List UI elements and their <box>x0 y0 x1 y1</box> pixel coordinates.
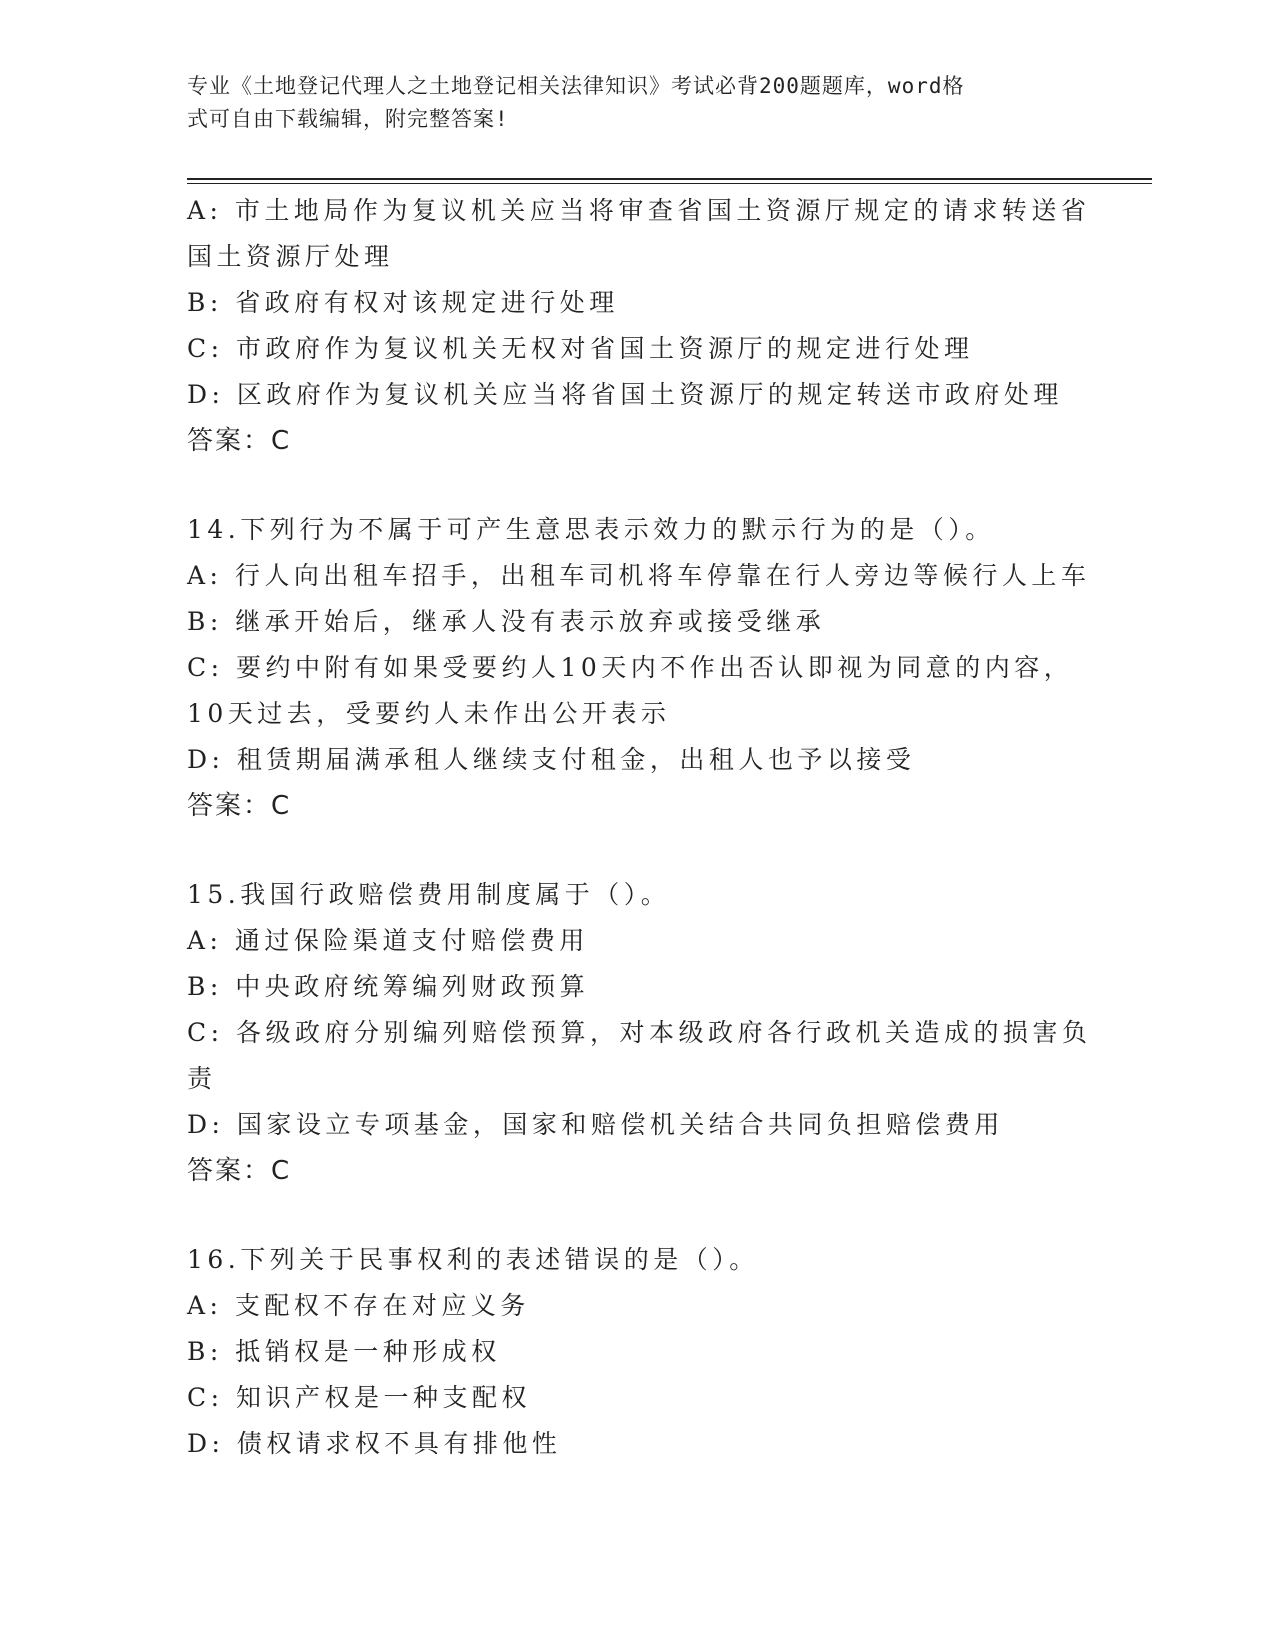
option-b: B: 继承开始后，继承人没有表示放弃或接受继承 <box>187 607 826 636</box>
option-a-line-1: A: 市土地局作为复议机关应当将审查省国土资源厅规定的请求转送省 <box>187 196 1091 225</box>
spacer <box>187 464 1067 507</box>
question-text: 14.下列行为不属于可产生意思表示效力的默示行为的是（）。 <box>187 515 995 544</box>
option-c-line-2: 10天过去，受要约人未作出公开表示 <box>187 699 671 728</box>
header-line-2: 式可自由下载编辑，附完整答案! <box>187 107 509 131</box>
option-b: B: 中央政府统筹编列财政预算 <box>187 972 590 1001</box>
option-c: C: 知识产权是一种支配权 <box>187 1383 531 1412</box>
header-line-1: 专业《土地登记代理人之土地登记相关法律知识》考试必背200题题库，word格 <box>187 74 965 98</box>
header-divider <box>187 178 1152 184</box>
answer: 答案：C <box>187 1156 292 1186</box>
option-d: D: 区政府作为复议机关应当将省国土资源厅的规定转送市政府处理 <box>187 380 1063 409</box>
option-a: A: 通过保险渠道支付赔偿费用 <box>187 926 589 955</box>
spacer <box>187 1194 1067 1237</box>
question-13-block <box>187 188 1091 464</box>
answer: 答案：C <box>187 791 292 821</box>
question-text: 15.我国行政赔偿费用制度属于（）。 <box>187 880 671 909</box>
option-d: D: 国家设立专项基金，国家和赔偿机关结合共同负担赔偿费用 <box>187 1110 1004 1139</box>
question-list <box>187 188 1092 1467</box>
option-d: D: 租赁期届满承租人继续支付租金，出租人也予以接受 <box>187 745 916 774</box>
option-c-line-1: C: 要约中附有如果受要约人10天内不作出否认即视为同意的内容， <box>187 653 1074 682</box>
option-b: B: 抵销权是一种形成权 <box>187 1337 501 1366</box>
option-c-line-1: C: 各级政府分别编列赔偿预算，对本级政府各行政机关造成的损害负 <box>187 1018 1092 1047</box>
option-c-line-2: 责 <box>187 1064 217 1093</box>
option-a-line-2: 国土资源厅处理 <box>187 242 394 271</box>
question-text: 16.下列关于民事权利的表述错误的是（）。 <box>187 1245 759 1274</box>
option-c: C: 市政府作为复议机关无权对省国土资源厅的规定进行处理 <box>187 334 974 363</box>
question-15-block <box>187 872 1092 1194</box>
option-a: A: 行人向出租车招手，出租车司机将车停靠在行人旁边等候行人上车 <box>187 561 1091 590</box>
document-header <box>187 70 1067 136</box>
question-14-block <box>187 507 1091 829</box>
option-b: B: 省政府有权对该规定进行处理 <box>187 288 619 317</box>
option-a: A: 支配权不存在对应义务 <box>187 1291 530 1320</box>
answer: 答案：C <box>187 426 292 456</box>
option-d: D: 债权请求权不具有排他性 <box>187 1429 562 1458</box>
question-16-block <box>187 1237 1067 1467</box>
spacer <box>187 829 1067 872</box>
